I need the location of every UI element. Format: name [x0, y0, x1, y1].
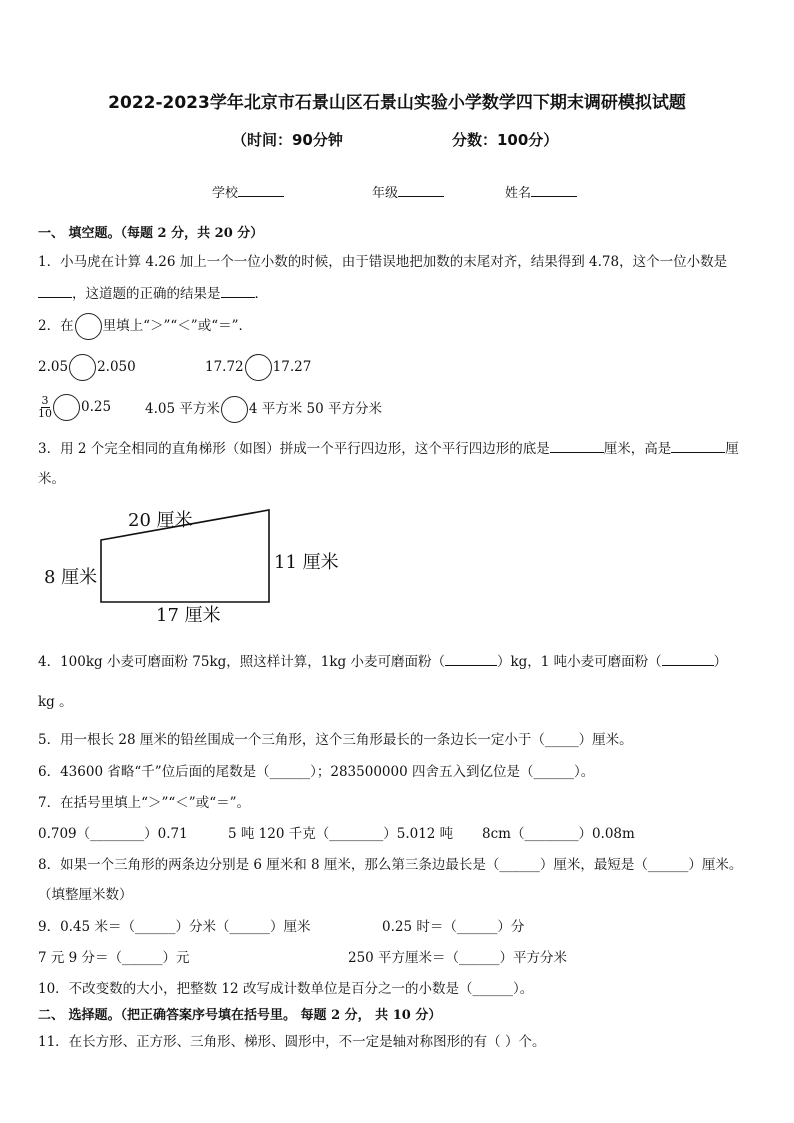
name-field[interactable] — [505, 182, 577, 201]
question-9a: 9．0.45 米＝（______）分米（______）厘米 — [38, 919, 311, 935]
question-7c: 8cm（________）0.08m — [482, 826, 635, 842]
section-fill-blank-heading: 一、 填空题。（每题 2 分，共 20 分） — [38, 226, 264, 241]
question-2-row-2b: 4.05 平方米 4 平方米 50 平方分米 — [145, 396, 382, 423]
question-5: 5．用一根长 28 厘米的铅丝围成一个三角形，这个三角形最长的一条边长一定小于（_____）厘米。 — [38, 732, 633, 748]
right-side-label: 11 厘米 — [274, 552, 339, 573]
question-3-line-1: 3．用 2 个完全相同的直角梯形（如图）拼成一个平行四边形，这个平行四边形的底是 厘米，高是 厘 — [38, 441, 739, 457]
circle-icon — [75, 313, 102, 340]
q3-height-blank[interactable] — [671, 440, 725, 453]
school-label: 学校 — [212, 186, 239, 201]
question-4-line-2: kg 。 — [38, 694, 73, 710]
grade-field[interactable] — [372, 182, 444, 201]
question-11: 11．在长方形、正方形、三角形、梯形、圆形中，不一定是轴对称图形的有（ ）个。 — [38, 1034, 546, 1050]
bottom-side-label: 17 厘米 — [156, 605, 221, 626]
school-field[interactable] — [212, 182, 284, 201]
question-2-row-1b: 17.72 17.27 — [205, 354, 311, 381]
compare-circle-2[interactable] — [245, 354, 272, 381]
question-2-row-2a: $\frac{3}{10}$ 0.25 — [38, 394, 112, 420]
q1-blank-2[interactable] — [221, 285, 255, 298]
fraction-3-10: $\frac{3}{10}$ — [38, 394, 52, 420]
question-6: 6．43600 省略“千”位后面的尾数是（______）；283500000 四舍五入到亿位是（______）。 — [38, 764, 595, 780]
question-1-line-2: ，这道题的正确的结果是 ． — [38, 282, 268, 302]
compare-circle-4[interactable] — [221, 396, 248, 423]
school-blank[interactable] — [238, 183, 284, 197]
question-4-line-1: 4．100kg 小麦可磨面粉 75kg，照这样计算，1kg 小麦可磨面粉（ ）kg，1 吨小麦可磨面粉（ ） — [38, 654, 728, 670]
question-8-line-1: 8．如果一个三角形的两条边分别是 6 厘米和 8 厘米，那么第三条边最长是（______）厘米，最短是（______）厘米。 — [38, 857, 743, 873]
question-9d: 250 平方厘米＝（______）平方分米 — [348, 950, 568, 966]
name-blank[interactable] — [531, 183, 577, 197]
question-10: 10．不改变数的大小，把整数 12 改写成计数单位是百分之一的小数是（______）。 — [38, 981, 534, 997]
compare-circle-3[interactable] — [53, 394, 80, 421]
question-2-row-1a: 2.05 2.050 — [38, 354, 136, 381]
exam-score: 分数：100分） — [452, 131, 559, 149]
question-7a: 0.709（________）0.71 — [38, 826, 188, 842]
question-1-line-1: 1．小马虎在计算 4.26 加上一个一位小数的时候，由于错误地把加数的末尾对齐，结果得到 4.78，这个一位小数是 — [38, 254, 728, 270]
top-side-label: 20 厘米 — [128, 510, 193, 531]
question-9c: 7 元 9 分＝（______）元 — [38, 950, 190, 966]
question-3-line-2: 米。 — [38, 471, 65, 487]
q4-blank-1[interactable] — [445, 653, 497, 666]
page-title: 2022-2023学年北京市石景山区石景山实验小学数学四下期末调研模拟试题 — [108, 93, 686, 113]
question-7-intro: 7．在括号里填上“＞”“＜”或“＝”。 — [38, 795, 250, 811]
left-side-label: 8 厘米 — [44, 567, 98, 588]
q3-base-blank[interactable] — [550, 440, 604, 453]
section-choice-heading: 二、 选择题。（把正确答案序号填在括号里。 每题 2 分， 共 10 分） — [38, 1008, 442, 1023]
question-7b: 5 吨 120 千克（________）5.012 吨 — [228, 826, 454, 842]
question-8-line-2: （填整厘米数） — [38, 887, 133, 903]
q4-blank-2[interactable] — [662, 653, 714, 666]
compare-circle-1[interactable] — [69, 354, 96, 381]
grade-blank[interactable] — [398, 183, 444, 197]
trapezoid-figure — [38, 500, 358, 630]
name-label: 姓名 — [505, 186, 532, 201]
q1-blank-1[interactable] — [38, 285, 72, 298]
grade-label: 年级 — [372, 186, 399, 201]
question-9b: 0.25 时＝（______）分 — [382, 919, 525, 935]
question-2-intro: 2．在 里填上“＞”“＜”或“＝”． — [38, 313, 252, 340]
exam-time: （时间：90分钟 — [232, 131, 343, 149]
